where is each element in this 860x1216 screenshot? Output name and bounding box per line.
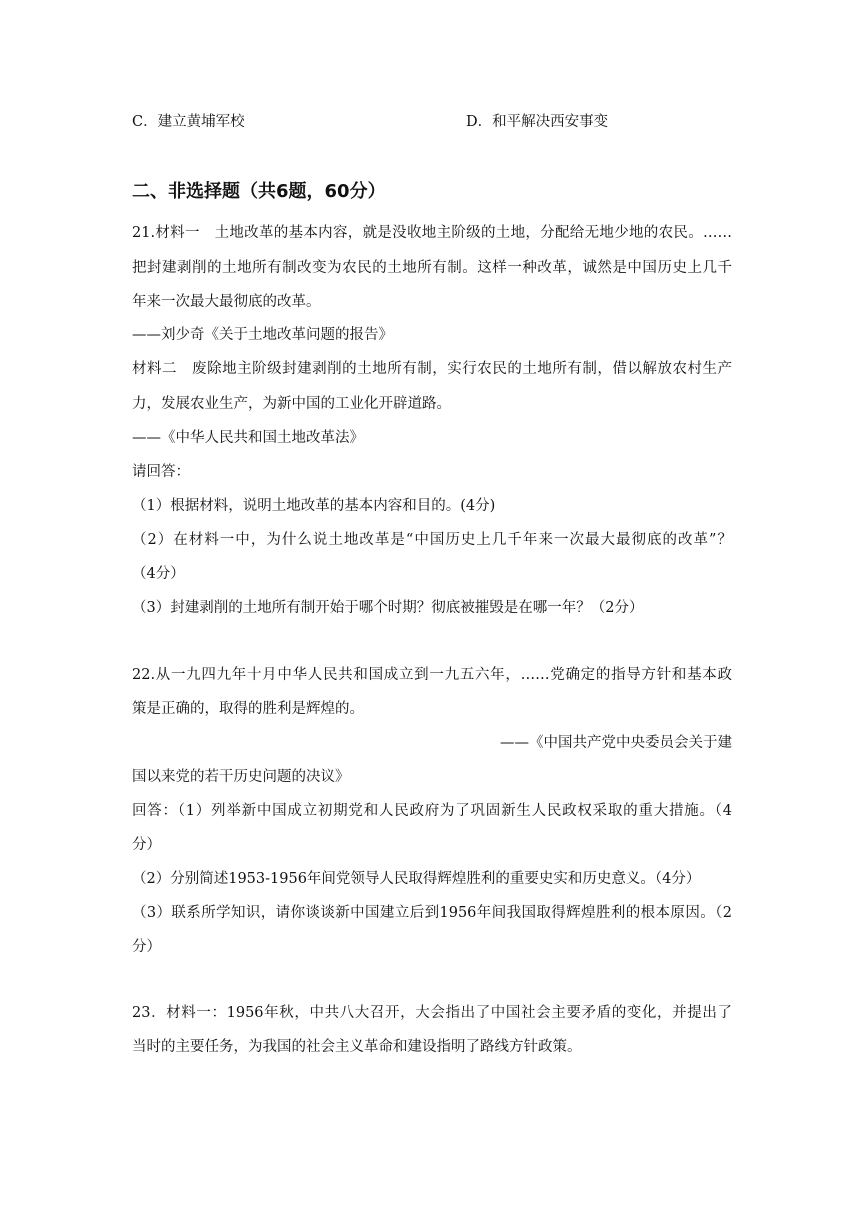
q21-material1-line3: 年来一次最大最彻底的改革。	[132, 294, 321, 310]
option-c: C．建立黄埔军校	[132, 114, 245, 130]
q21-source2: ——《中华人民共和国土地改革法》	[132, 430, 364, 446]
q21-material2-line1: 材料二 废除地主阶级封建剥削的土地所有制，实行农民的土地所有制，借以解放农村生产	[132, 361, 732, 377]
q23-line1: 23．材料一：1956年秋，中共八大召开，大会指出了中国社会主要矛盾的变化，并提出了	[132, 1005, 732, 1021]
q22-line1: 22.从一九四九年十月中华人民共和国成立到一九五六年，……党确定的指导方针和基本政	[132, 667, 732, 683]
q21-sub1: （1）根据材料，说明土地改革的基本内容和目的。(4分)	[132, 498, 496, 514]
q22-sub1-line1: 回答：（1）列举新中国成立初期党和人民政府为了巩固新生人民政权采取的重大措施。（4	[132, 803, 732, 819]
q22-source-line1: ——《中国共产党中央委员会关于建	[500, 735, 732, 751]
q22-sub2: （2）分别简述1953-1956年间党领导人民取得辉煌胜利的重要史实和历史意义。（4分）	[132, 871, 701, 887]
q21-sub3: （3）封建剥削的土地所有制开始于哪个时期？彻底被摧毁是在哪一年？（2分）	[132, 600, 644, 616]
q21-material1-line2: 把封建剥削的土地所有制改变为农民的土地所有制。这样一种改革，诚然是中国历史上几千	[132, 260, 732, 276]
q21-sub2-line1: （2）在材料一中，为什么说土地改革是“中国历史上几千年来一次最大最彻底的改革”？	[132, 532, 732, 548]
section-heading: 二、非选择题（共6题，60分）	[132, 181, 386, 202]
q21-material2-line2: 力，发展农业生产，为新中国的工业化开辟道路。	[132, 396, 451, 412]
q22-sub1-line2: 分）	[132, 837, 161, 853]
q22-sub3-line2: 分）	[132, 939, 161, 955]
q21-source1: ——刘少奇《关于土地改革问题的报告》	[132, 327, 393, 343]
q22-sub3-line1: （3）联系所学知识，请你谈谈新中国建立后到1956年间我国取得辉煌胜利的根本原因。（2	[132, 905, 732, 921]
q23-line2: 当时的主要任务，为我国的社会主义革命和建设指明了路线方针政策。	[132, 1039, 582, 1055]
q22-line2: 策是正确的，取得的胜利是辉煌的。	[132, 701, 364, 717]
q21-sub2-line2: （4分）	[132, 566, 185, 582]
q21-material1-line1: 21.材料一 土地改革的基本内容，就是没收地主阶级的土地，分配给无地少地的农民。……	[132, 225, 732, 241]
q21-prompt: 请回答：	[132, 464, 190, 480]
q22-source-line2: 国以来党的若干历史问题的决议》	[132, 769, 350, 785]
option-d: D．和平解决西安事变	[466, 114, 609, 130]
